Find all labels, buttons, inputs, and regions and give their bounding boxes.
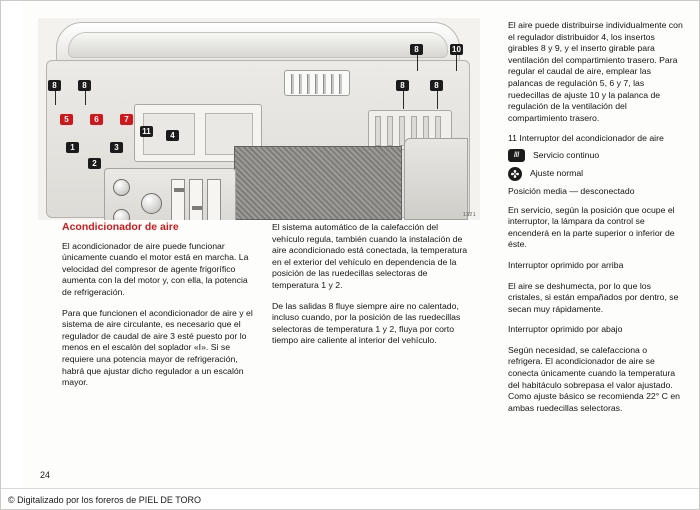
callout-leader <box>417 55 418 71</box>
air-lever-3 <box>207 179 221 220</box>
symbol-row-continuous <box>508 149 684 162</box>
page-left-margin <box>0 0 22 488</box>
dashboard-upper-trim <box>68 32 448 58</box>
paragraph-intro: El aire puede distribuirse individualmente con el regulador distribuidor 4, los insertos girables 8 y 9, y el inserto girable para ventilación del compartimiento trasero. Para regular el caudal de aire, emplear las palancas de regulación 5, 6 y 7, las ruedecillas de ajuste 10 y la palanca de regulación de la ventilación del compartimiento trasero. <box>508 20 683 123</box>
transmission-tunnel-texture <box>234 146 402 220</box>
paragraph-heading-down: Interruptor oprimido por abajo <box>508 324 623 335</box>
symbol-row-normal <box>508 167 684 181</box>
callout-4: 4 <box>166 130 179 141</box>
callout-6: 6 <box>90 114 103 125</box>
callout-5: 5 <box>60 114 73 125</box>
callout-7: 7 <box>120 114 133 125</box>
callout-leader <box>437 91 438 109</box>
paragraph: Según necesidad, se calefacciona o refrigera. El acondicionador de aire se conecta únicamente cuando la temperatura del habitáculo sobrepasa el valor ajustado. Como ajuste básico se recomienda 22° C en ambas ruedecillas selectoras. <box>508 344 681 413</box>
column-left <box>62 222 258 398</box>
continuous-service-icon: /// <box>508 149 525 162</box>
symbol-label: Ajuste normal <box>530 168 584 179</box>
air-volume-dial <box>141 193 162 214</box>
paragraph: El acondicionador de aire puede funcionar únicamente cuando el motor está en marcha. La velocidad del compresor de agente frigorífico aumenta con la del motor y, con ella, la potencia de refrigeración. <box>62 240 249 297</box>
fan-icon <box>508 167 522 181</box>
callout-leader <box>55 91 56 105</box>
callout-leader <box>456 55 457 71</box>
temperature-dial-right <box>113 209 130 220</box>
air-lever-1 <box>171 179 185 220</box>
center-vent-louvers <box>284 70 350 96</box>
paragraph: El aire se deshumecta, por lo que los cristales, si están empañados por dentro, se secan muy rápidamente. <box>508 280 679 314</box>
callout-8-left: 8 <box>48 80 61 91</box>
position-note: Posición media — desconectado <box>508 185 635 196</box>
paragraph: El sistema automático de la calefacción del vehículo regula, también cuando la instalación de aire acondicionado está conectada, la temperatura en el exterior del vehículo en dependencia de la posición de las ruedecillas selectoras de temperatura 1 y 2. <box>272 222 468 290</box>
callout-leader <box>403 91 404 109</box>
column-middle <box>272 222 470 356</box>
callout-leader <box>85 91 86 105</box>
paragraph: En servicio, según la posición que ocupe el interruptor, la lámpara da control se encenderá en la parte superior o inferior de éste. <box>508 204 675 250</box>
page-number: 24 <box>40 470 51 480</box>
callout-1: 1 <box>66 142 79 153</box>
callout-9-right: 8 <box>396 80 409 91</box>
paragraph: De las salidas 8 fluye siempre aire no calentado, incluso cuando, por la posición de las ruedecillas selectoras de temperatura 1 y 2, fluya por corto tiempo aire caliente al interior del vehículo. <box>272 300 461 346</box>
section-title: Acondicionador de aire <box>62 221 179 233</box>
seat-outline <box>404 138 468 220</box>
item-heading: 11 Interruptor del acondicionador de aire <box>508 133 664 144</box>
air-lever-2 <box>189 179 203 220</box>
figure-code: 1321 <box>462 212 476 218</box>
symbol-label: Servicio continuo <box>533 149 600 160</box>
callout-8-right: 8 <box>430 80 443 91</box>
scan-credit: © Digitalizado por los foreros de PIEL DE TORO <box>0 488 700 510</box>
climate-control-console <box>104 168 236 220</box>
callout-9: 8 <box>410 44 423 55</box>
temperature-dial-left <box>113 179 130 196</box>
callout-10: 10 <box>450 44 463 55</box>
callout-3: 3 <box>110 142 123 153</box>
dashboard-illustration <box>38 18 480 220</box>
callout-9-left: 8 <box>78 80 91 91</box>
callout-11: 11 <box>140 126 153 137</box>
paragraph: Para que funcionen el acondicionador de aire y el sistema de aire circulante, es necesario que el regulador de caudal de aire 3 esté puesto por lo menos en el escalón del soplador «I». Si se requiere una potencia mayor de refrigeración, habrá que ajustar dicho regulador a un escalón mayor. <box>62 307 253 388</box>
column-right <box>508 20 684 423</box>
callout-2: 2 <box>88 158 101 169</box>
paragraph-heading-up: Interruptor oprimido por arriba <box>508 259 624 270</box>
